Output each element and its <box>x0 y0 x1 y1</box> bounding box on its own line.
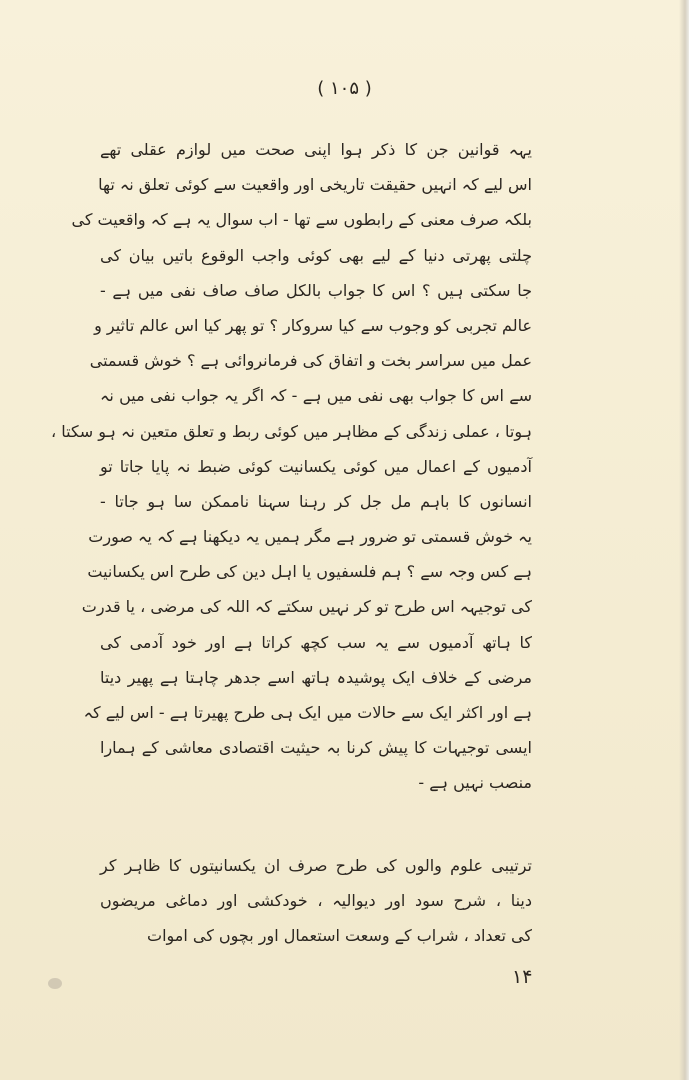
text-line: دینا ، شرح سود اور دیوالیہ ، خودکشی اور دماغی مریضوں <box>100 891 532 911</box>
page-number: ( ۱۰۵ ) <box>317 78 372 99</box>
paragraph-1 <box>50 132 532 801</box>
text-line: بلکہ صرف معنی کے رابطوں سے تھا - اب سوال یہ ہے کہ واقعیت کی <box>71 210 532 230</box>
text-line: ہوتا ، عملی زندگی کے مظاہر میں کوئی ربط و تعلق متعین نہ ہو سکتا ، <box>50 421 532 441</box>
text-line: یہہ قوانین جن کا ذکر ہوا اپنی صحت میں لوازم عقلی تھے <box>100 140 532 159</box>
paragraph-2 <box>100 848 532 954</box>
text-line: کی توجیہہ اس طرح تو کر نہیں سکتے کہ اللہ کی مرضی ، یا قدرت <box>81 597 532 617</box>
text-line: کا ہاتھ آدمیوں سے یہ سب کچھ کراتا ہے اور خود آدمی کی <box>100 632 532 652</box>
text-line: ترتیبی علوم والوں کی طرح صرف ان یکسانیتوں کا ظاہر کر <box>100 856 532 875</box>
text-line: اس لیے کہ انہیں حقیقت تاریخی اور واقعیت سے کوئی تعلق نہ تھا <box>98 175 532 195</box>
text-line: یہ خوش قسمتی تو ضرور ہے مگر ہمیں یہ دیکھنا ہے کہ یہ صورت <box>88 527 532 547</box>
paper-stain <box>48 978 62 989</box>
text-line: جا سکتی ہیں ؟ اس کا جواب بالکل صاف صاف نفی میں ہے - <box>100 280 532 300</box>
page-edge-shadow <box>679 0 689 1080</box>
text-line: منصب نہیں ہے - <box>418 773 532 793</box>
text-line: سے اس کا جواب بھی نفی میں ہے - کہ اگر یہ جواب نفی میں نہ <box>100 386 532 406</box>
text-line: انسانوں کا باہم مل جل کر رہنا سہنا ناممکن سا ہو جاتا - <box>100 491 532 511</box>
text-line: ایسی توجیہات کا پیش کرنا بہ حیثیت اقتصادی معاشی کے ہمارا <box>100 738 532 758</box>
text-line: کی تعداد ، شراب کے وسعت استعمال اور بچوں کی اموات <box>147 926 532 946</box>
text-line: ہے کس وجہ سے ؟ ہم فلسفیوں یا اہل دین کی طرح اس یکسانیت <box>87 562 532 582</box>
text-line: آدمیوں کے اعمال میں کوئی یکسانیت کوئی ضبط نہ پایا جاتا تو <box>100 456 532 476</box>
text-line: عمل میں سراسر بخت و اتفاق کی فرمانروائی ہے ؟ خوش قسمتی <box>89 351 532 371</box>
text-line: مرضی کے خلاف ایک پوشیدہ ہاتھ اسے جدھر چاہتا ہے پھیر دیتا <box>100 667 532 687</box>
text-line: عالم تجربی کو وجوب سے کیا سروکار ؟ تو پھر کیا اس عالم تاثیر و <box>94 315 532 335</box>
text-line: چلتی پھرتی دنیا کے لیے بھی کوئی واجب الوقوع باتیں بیان کی <box>100 245 532 265</box>
text-line: ہے اور اکثر ایک سے حالات میں ایک ہی طرح پھیرتا ہے - اس لیے کہ <box>83 703 532 722</box>
catchword: ۱۴ <box>512 966 533 988</box>
